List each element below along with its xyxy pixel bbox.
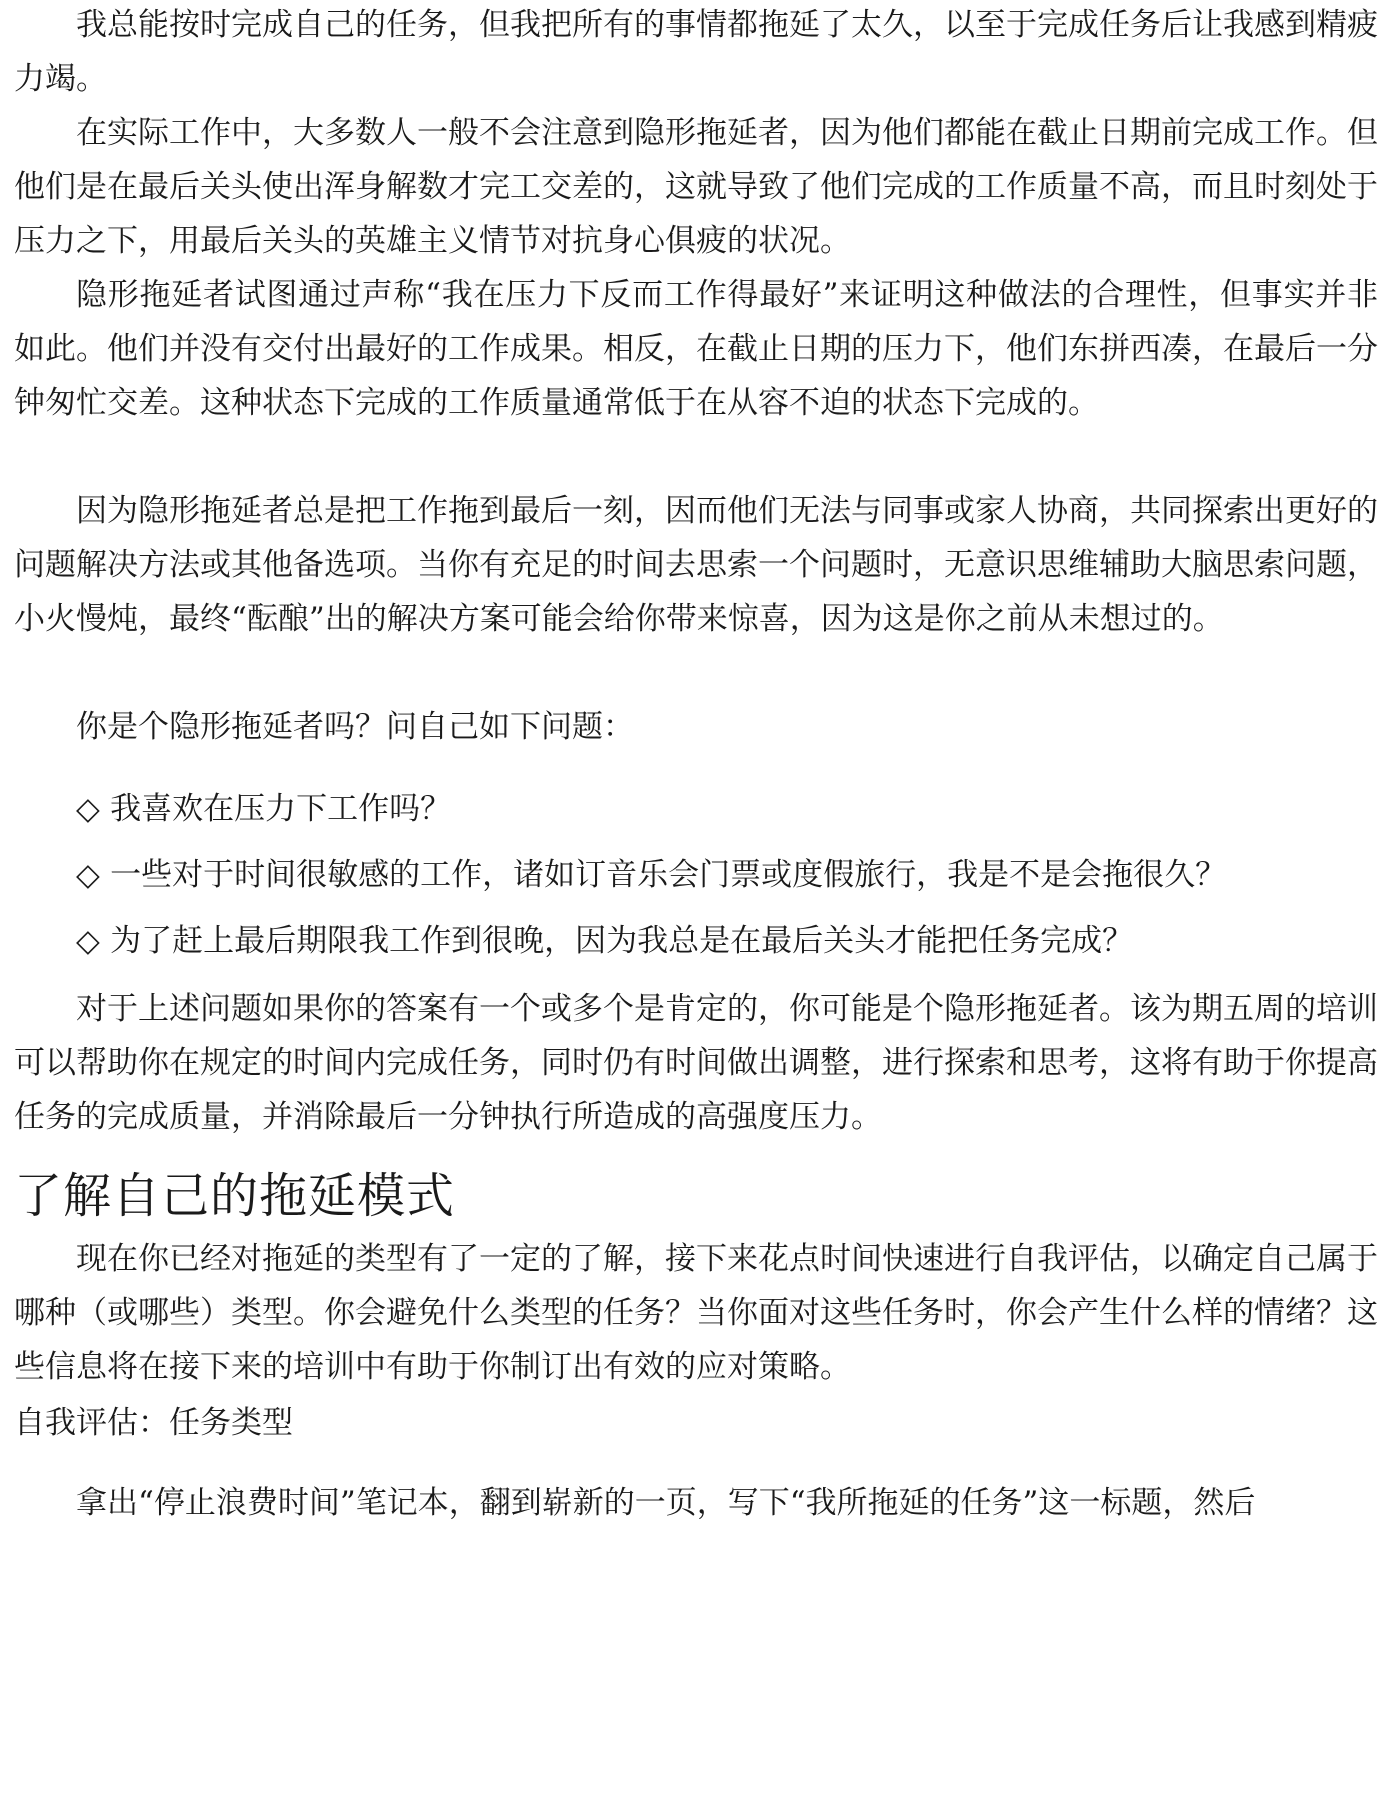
subheading: 自我评估：任务类型 — [14, 1405, 293, 1441]
paragraph-last-moment-consequences: 因为隐形拖延者总是把工作拖到最后一刻，因而他们无法与同事或家人协商，共同探索出更好的问题解决方法或其他备选项。当你有充足的时间去思索一个问题时，无意识思维辅助大脑思索问题，小火慢炖，最终“酝酿”出的解决方案可能会给你带来惊喜，因为这是你之前从未想过的。 — [14, 493, 1378, 637]
diamond-bullet-icon: ◇ — [76, 923, 100, 959]
question-list-item — [14, 914, 1378, 968]
question-text: 为了赶上最后期限我工作到很晚，因为我总是在最后关头才能把任务完成？ — [110, 923, 1134, 959]
section-heading: 了解自己的拖延模式 — [14, 1168, 456, 1224]
paragraph-self-assessment-result: 对于上述问题如果你的答案有一个或多个是肯定的，你可能是个隐形拖延者。该为期五周的培训可以帮助你在规定的时间内完成任务，同时仍有时间做出调整，进行探索和思考，这将有助于你提高任务的完成质量，并消除最后一分钟执行所造成的高强度压力。 — [14, 991, 1378, 1135]
paragraph-self-question-prompt: 你是个隐形拖延者吗？问自己如下问题： — [76, 709, 634, 745]
paragraph-pressure-justification: 隐形拖延者试图通过声称“我在压力下反而工作得最好”来证明这种做法的合理性，但事实并非如此。他们并没有交付出最好的工作成果。相反，在截止日期的压力下，他们东拼西凑，在最后一分钟匆忙交差。这种状态下完成的工作质量通常低于在从容不迫的状态下完成的。 — [14, 277, 1378, 421]
diamond-bullet-icon: ◇ — [76, 791, 100, 827]
paragraph-procrastinator-quote: 我总能按时完成自己的任务，但我把所有的事情都拖延了太久，以至于完成任务后让我感到精疲力竭。 — [14, 7, 1378, 97]
question-list-item — [14, 782, 1378, 836]
paragraph-hidden-procrastinator-intro: 在实际工作中，大多数人一般不会注意到隐形拖延者，因为他们都能在截止日期前完成工作。但他们是在最后关头使出浑身解数才完工交差的，这就导致了他们完成的工作质量不高，而且时刻处于压力之下，用最后关头的英雄主义情节对抗身心俱疲的状况。 — [14, 115, 1378, 259]
paragraph-section-intro: 现在你已经对拖延的类型有了一定的了解，接下来花点时间快速进行自我评估，以确定自己属于哪种（或哪些）类型。你会避免什么类型的任务？当你面对这些任务时，你会产生什么样的情绪？这些信息将在接下来的培训中有助于你制订出有效的应对策略。 — [14, 1241, 1378, 1385]
question-text: 我喜欢在压力下工作吗？ — [110, 791, 452, 827]
paragraph-notebook-instruction: 拿出“停止浪费时间”笔记本，翻到崭新的一页，写下“我所拖延的任务”这一标题，然后 — [76, 1485, 1256, 1521]
question-text: 一些对于时间很敏感的工作，诸如订音乐会门票或度假旅行，我是不是会拖很久？ — [110, 857, 1227, 893]
diamond-bullet-icon: ◇ — [76, 857, 100, 893]
question-list-item — [14, 848, 1378, 902]
document-page — [14, 0, 1378, 1800]
